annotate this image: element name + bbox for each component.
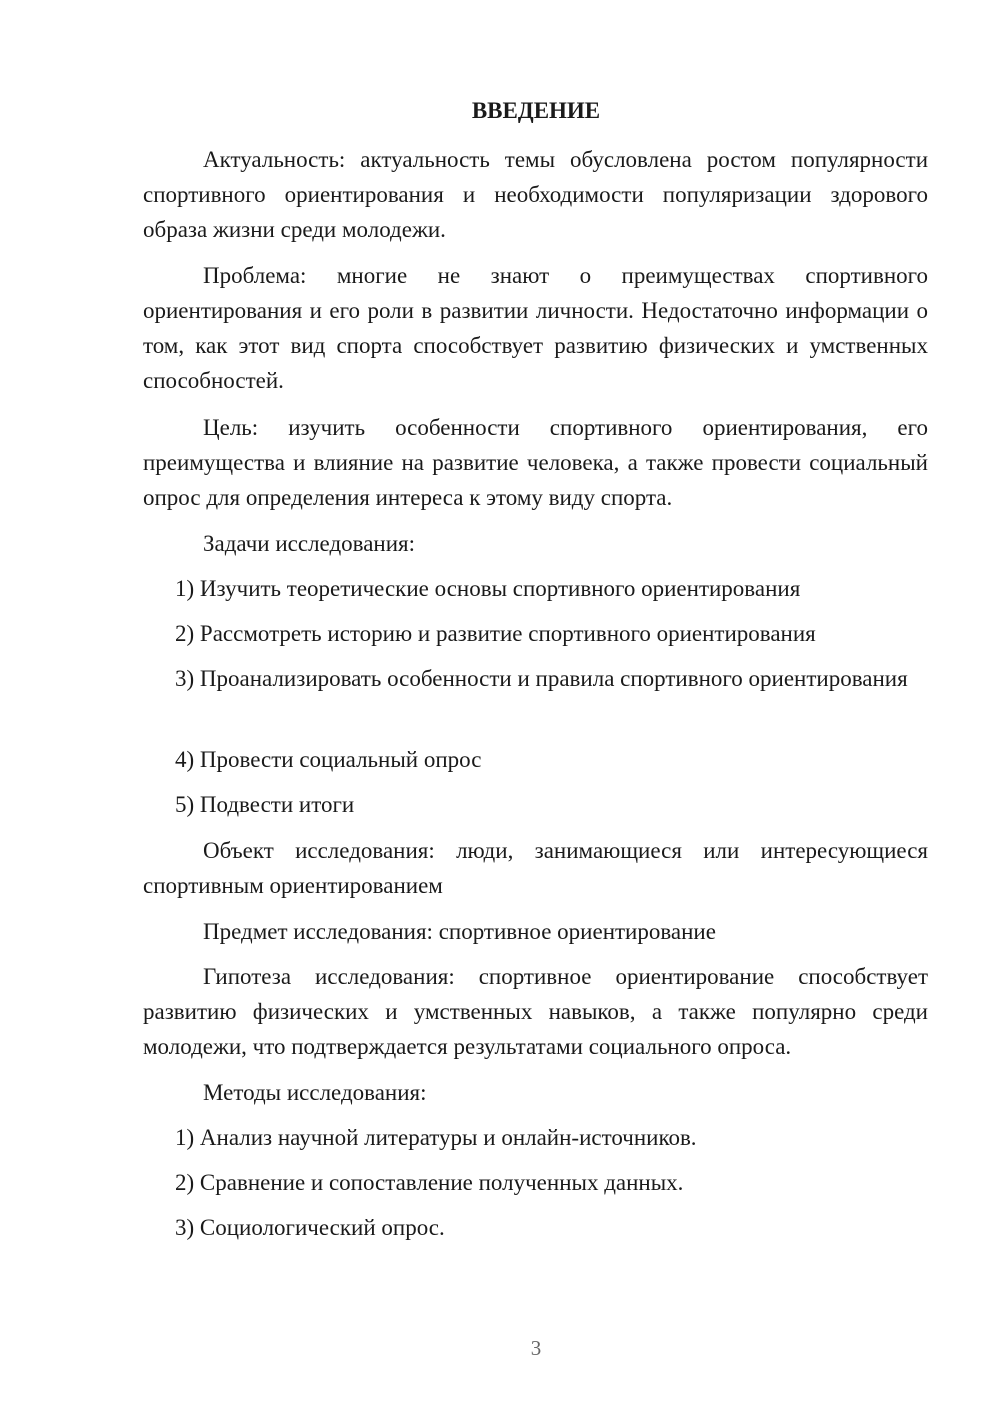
- methods-heading: Методы исследования:: [203, 1080, 427, 1105]
- paragraph-hypothesis: Гипотеза исследования: спортивное ориентирование способствует развитию физических и умственных навыков, а также популярно среди молодежи, что подтверждается результатами социального опроса.: [143, 964, 928, 1059]
- task-item: 1) Изучить теоретические основы спортивного ориентирования: [175, 576, 801, 601]
- paragraph-object: Объект исследования: люди, занимающиеся или интересующиеся спортивным ориентированием: [143, 838, 928, 898]
- task-item: 5) Подвести итоги: [175, 792, 355, 817]
- paragraph-subject: Предмет исследования: спортивное ориентирование: [203, 919, 716, 944]
- paragraph-relevance: Актуальность: актуальность темы обусловлена ростом популярности спортивного ориентирования и необходимости популяризации здорового образа жизни среди молодежи.: [143, 147, 928, 242]
- paragraph-problem: Проблема: многие не знают о преимуществах спортивного ориентирования и его роли в развитии личности. Недостаточно информации о том, как этот вид спорта способствует развитию физических и умственных способностей.: [143, 263, 928, 393]
- page-number: 3: [530, 1336, 542, 1360]
- method-item: 3) Социологический опрос.: [175, 1215, 445, 1240]
- task-item: 2) Рассмотреть историю и развитие спортивного ориентирования: [175, 621, 816, 646]
- paragraph-goal: Цель: изучить особенности спортивного ориентирования, его преимущества и влияние на развитие человека, а также провести социальный опрос для определения интереса к этому виду спорта.: [143, 415, 928, 510]
- page-title: ВВЕДЕНИЕ: [471, 98, 601, 123]
- method-item: 2) Сравнение и сопоставление полученных данных.: [175, 1170, 684, 1195]
- method-item: 1) Анализ научной литературы и онлайн-источников.: [175, 1125, 697, 1150]
- tasks-heading: Задачи исследования:: [203, 531, 416, 556]
- task-item: 3) Проанализировать особенности и правила спортивного ориентирования: [175, 666, 908, 691]
- task-item: 4) Провести социальный опрос: [175, 747, 482, 772]
